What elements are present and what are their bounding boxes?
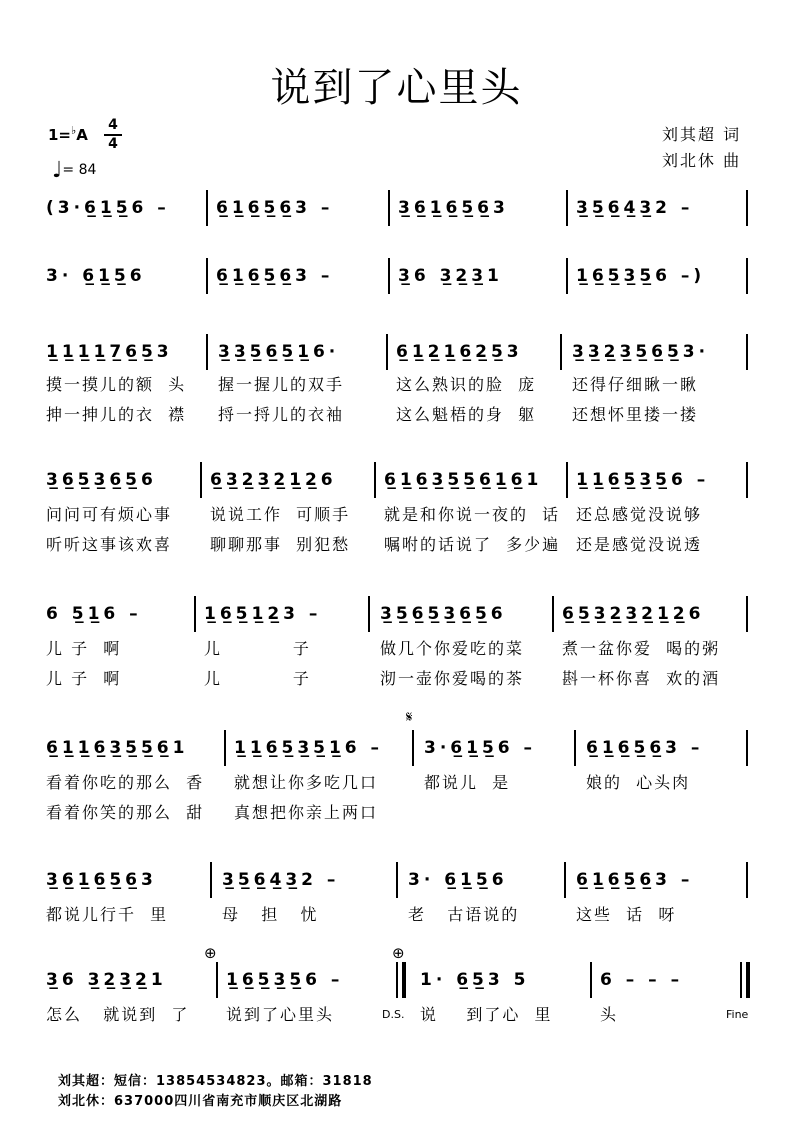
lyric: 还总感觉没说够: [576, 505, 703, 524]
measure: 3̲6̲1̲6̲5̲6̲3: [46, 870, 157, 890]
music-system: [0, 708, 793, 822]
measure: 6̲1̲6̲5̲6̲3 –: [576, 870, 694, 890]
lyric: 儿 子: [204, 639, 311, 658]
measure: 3̲6̲1̲6̲5̲6̲3: [398, 198, 509, 218]
lyric: 煮一盆你爱 喝的粥: [562, 639, 721, 658]
quarter-note-icon: ♩: [52, 158, 63, 183]
lyric: 做几个你爱吃的菜: [380, 639, 525, 658]
measure: 6̲3̲2̲3̲2̲1̲2̲6: [210, 470, 337, 490]
measure: 1̲1̲6̲5̲3̲5̲6 –: [576, 470, 710, 490]
measure: 6̲1̲6̲5̲6̲3 –: [586, 738, 704, 758]
composer-credit: 刘北休 曲: [662, 151, 742, 170]
ds-marking: D.S.: [382, 1008, 405, 1021]
lyric: 就想让你多吃几口: [234, 773, 379, 792]
footer-contact-1: 刘其超：短信：13854534823。邮箱：31818: [58, 1074, 373, 1089]
lyric: 头: [600, 1005, 619, 1024]
lyric: 真想把你亲上两口: [234, 803, 379, 822]
measure: 3̲5̲6̲4̲3̲2 –: [576, 198, 694, 218]
measure: 1̲1̲6̲5̲3̲5̲1̲6 –: [234, 738, 384, 758]
lyric: 嘱咐的话说了 多少遍: [384, 535, 561, 554]
lyric: 看着你笑的那么 甜: [46, 803, 205, 822]
coda-icon: ⊕: [392, 944, 405, 962]
measure: 1· 6̲5̲3 5: [420, 970, 530, 990]
measure: 3̲6 3̲2̲3̲2̲1: [46, 970, 167, 990]
measure: 3· 6̲1̲5̲6: [408, 870, 508, 890]
lyric: 看着你吃的那么 香: [46, 773, 205, 792]
measure: 6̲1̲6̲5̲6̲3 –: [216, 198, 334, 218]
lyric: 还想怀里搂一搂: [572, 405, 699, 424]
measure: 1̲6̲5̲3̲5̲6 –): [576, 266, 706, 286]
measure: 3̲5̲6̲4̲3̲2 –: [222, 870, 340, 890]
lyric: 还是感觉没说透: [576, 535, 703, 554]
measure: 1̲1̲1̲1̲7̲6̲5̲3: [46, 342, 173, 362]
lyric: 抻一抻儿的衣 襟: [46, 405, 187, 424]
page-title: 说到了心里头: [270, 65, 523, 111]
measure: 6 – – –: [600, 970, 684, 990]
music-system: [0, 470, 793, 554]
measure: 6̲1̲2̲1̲6̲2̲5̲3: [396, 342, 523, 362]
measure: 1̲6̲5̲3̲5̲6 –: [226, 970, 344, 990]
lyric: 沏一壶你爱喝的茶: [380, 669, 525, 688]
coda-icon: ⊕: [204, 944, 217, 962]
segno-icon: 𝄋: [406, 708, 413, 726]
lyric: 都说儿 是: [424, 773, 511, 792]
music-system: [0, 870, 793, 950]
measure: 1̲6̲5̲1̲2̲3 –: [204, 604, 322, 624]
music-system: [0, 266, 793, 346]
measure: 6̲1̲6̲3̲5̲5̲6̲1̲6̲1: [384, 470, 543, 490]
lyric: 母 担 忧: [222, 905, 319, 924]
lyricist-credit: 刘其超 词: [662, 125, 742, 144]
lyric: 娘的 心头肉: [586, 773, 691, 792]
lyric: 老 古语说的: [408, 905, 520, 924]
lyric: 捋一捋儿的衣袖: [218, 405, 345, 424]
measure: 3̲3̲2̲3̲5̲6̲5̲3·: [572, 342, 710, 362]
lyric: 聊聊那事 别犯愁: [210, 535, 351, 554]
music-system: [0, 342, 793, 422]
lyric: 说到了心里头: [226, 1005, 335, 1024]
measure: 3̲6̲5̲3̲6̲5̲6: [46, 470, 157, 490]
lyric: 摸一摸儿的额 头: [46, 375, 187, 394]
lyric: 说说工作 可顺手: [210, 505, 351, 524]
music-system: [0, 944, 793, 1050]
measure: 6 5̲1̲6 –: [46, 604, 142, 624]
measure: 3̲6 3̲2̲3̲1: [398, 266, 503, 286]
measure: 6̲1̲1̲6̲3̲5̲5̲6̲1: [46, 738, 189, 758]
measure: 3̲5̲6̲5̲3̲6̲5̲6: [380, 604, 507, 624]
lyric: 握一握儿的双手: [218, 375, 345, 394]
lyric: 斟一杯你喜 欢的酒: [562, 669, 721, 688]
lyric: 问问可有烦心事: [46, 505, 173, 524]
measure: 3· 6̲1̲5̲6: [46, 266, 146, 286]
lyric: 儿 子: [204, 669, 311, 688]
measure: 3̲3̲5̲6̲5̲1̲6·: [218, 342, 340, 362]
lyric: 儿 子 啊: [46, 639, 122, 658]
lyric: 听听这事该欢喜: [46, 535, 173, 554]
lyric: 这些 话 呀: [576, 905, 677, 924]
time-signature: 4 4: [104, 118, 122, 152]
lyric: 说 到了心 里: [420, 1005, 553, 1024]
lyric: 都说儿行千 里: [46, 905, 169, 924]
key-signature: 1=♭A: [48, 124, 88, 144]
measure: 3·6̲1̲5̲6 –: [424, 738, 537, 758]
lyric: 就是和你说一夜的 话: [384, 505, 561, 524]
measure: (3·6̲1̲5̲6 –: [46, 198, 170, 218]
lyric: 还得仔细瞅一瞅: [572, 375, 699, 394]
lyric: 儿 子 啊: [46, 669, 122, 688]
lyric: 这么熟识的脸 庞: [396, 375, 537, 394]
tempo-marking: ♩= 84: [52, 158, 97, 183]
measure: 6̲5̲3̲2̲3̲2̲1̲2̲6: [562, 604, 705, 624]
measure: 6̲1̲6̲5̲6̲3 –: [216, 266, 334, 286]
footer-contact-2: 刘北休：637000四川省南充市顺庆区北湖路: [58, 1094, 343, 1109]
lyric: 怎么 就说到 了: [46, 1005, 190, 1024]
lyric: 这么魁梧的身 躯: [396, 405, 537, 424]
music-system: [0, 604, 793, 688]
fine-marking: Fine: [726, 1008, 749, 1021]
